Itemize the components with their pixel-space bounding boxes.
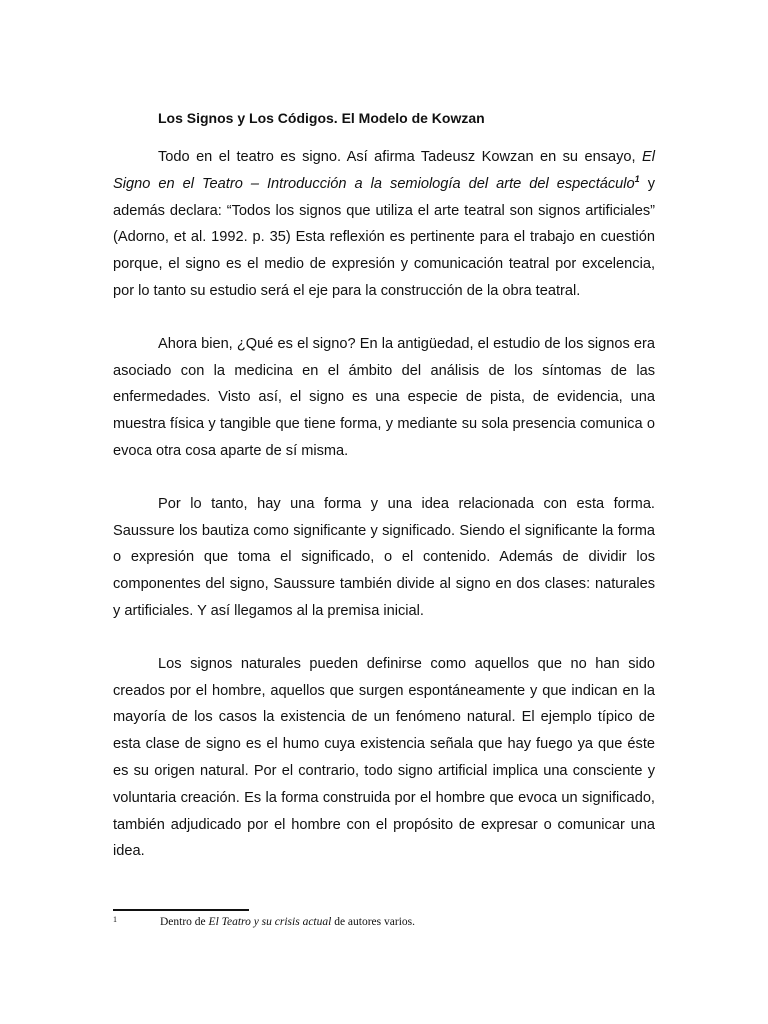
paragraph-4: Los signos naturales pueden definirse como aquellos que no han sido creados por el hombre, aquellos que surgen espontáneamente y que indican en la mayoría de los casos la existencia de un fenómeno natural. El ejemplo típico de esta clase de signo es el humo cuya existencia señala que hay fuego ya que éste es su origen natural. Por el contrario, todo signo artificial implica una consciente y voluntaria creación. Es la forma construida por el hombre que evoca un significado, también adjudicado por el hombre con el propósito de expresar o comunicar una idea. (113, 655, 655, 860)
document-title: Los Signos y Los Códigos. El Modelo de Kowzan (158, 110, 485, 126)
footnote-mark: 1 (113, 915, 117, 924)
paragraph-3: Por lo tanto, hay una forma y una idea relacionada con esta forma. Saussure los bautiza como significante y significado. Siendo el significante la forma o expresión que toma el significado, o el contenido. Además de dividir los componentes del signo, Saussure también divide al signo en dos clases: naturales y artificiales. Y así llegamos al la premisa inicial. (113, 495, 655, 619)
footnote-text-a: Dentro de (160, 916, 209, 928)
footnote-text-b: de autores varios. (331, 916, 415, 928)
footnote-reference[interactable]: 1 (634, 173, 640, 184)
paragraph-1-text-a: Todo en el teatro es signo. Así afirma Tadeusz Kowzan en su ensayo, (158, 149, 643, 165)
footnote-book-title: El Teatro y su crisis actual (208, 916, 332, 928)
paragraph-1-text-b: y además declara: “Todos los signos que utiliza el arte teatral son signos artificiales” (Adorno, et al. 1992. p. 35) Esta reflexión es pertinente para el trabajo en cuestión porque, el signo es el medio de expresión y comunicación teatral por excelencia, por lo tanto su estudio será el eje para la construcción de la obra teatral. (113, 175, 656, 299)
paragraph-2: Ahora bien, ¿Qué es el signo? En la antigüedad, el estudio de los signos era asociado con la medicina en el ámbito del análisis de los síntomas de las enfermedades. Visto así, el signo es una especie de pista, de evidencia, una muestra física y tangible que tiene forma, y mediante su sola presencia comunica o evoca otra cosa aparte de sí misma. (113, 335, 655, 459)
footnote-separator (113, 909, 249, 911)
footnote-text (160, 914, 415, 930)
document-body (113, 108, 655, 865)
essay-title: El Signo en el Teatro – Introducción a la semiología del arte del espectáculo (113, 149, 655, 192)
paragraph-1 (113, 144, 655, 305)
